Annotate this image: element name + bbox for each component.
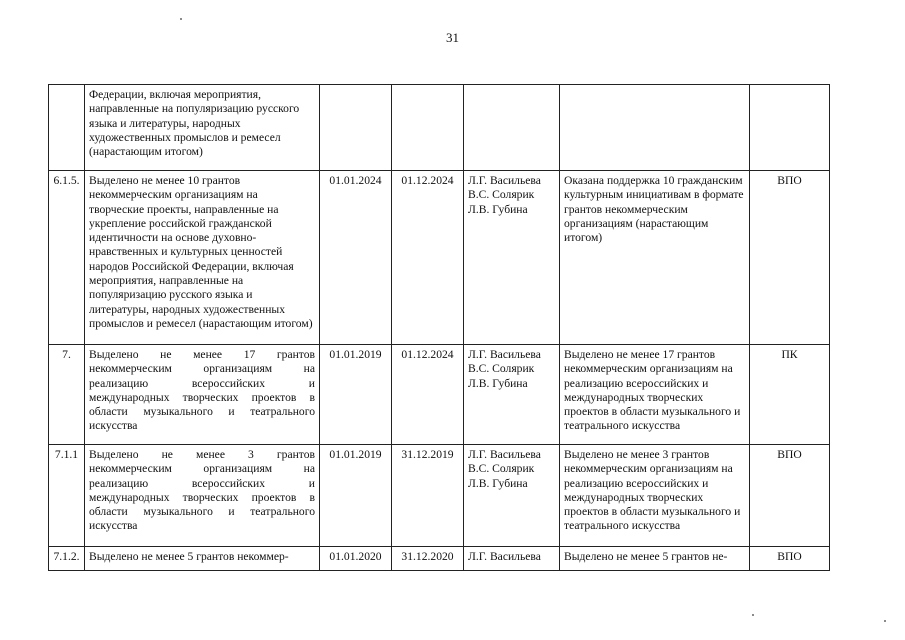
result-cell [560, 85, 750, 171]
event-description-cell: Федерации, включая мероприятия, направленные на популяризацию русского языка и литературы, народных художественных промыслов и ремесел (нарастающим итогом) [85, 85, 320, 171]
responsible-person: Л.В. Губина [468, 476, 528, 490]
responsible-person: В.С. Солярик [468, 362, 535, 376]
row-number-cell [49, 85, 85, 171]
scan-speck [884, 620, 886, 622]
page-number: 31 [446, 30, 459, 45]
responsible-person: Л.В. Губина [468, 202, 528, 216]
control-type-cell: ВПО [750, 445, 830, 547]
scan-speck [180, 18, 182, 20]
responsible-person: Л.Г. Васильева [468, 348, 541, 361]
row-number-cell: 6.1.5. [49, 171, 85, 345]
start-date-cell: 01.01.2020 [320, 547, 392, 571]
start-date-cell: 01.01.2019 [320, 445, 392, 547]
control-type-cell [750, 85, 830, 171]
result-cell: Выделено не менее 17 грантов некоммерческим организациям на реализацию всероссийских и международных творческих проектов в области музыкального и театрального искусства [560, 345, 750, 445]
event-description-cell: Выделено не менее 3 грантов некоммерческим организациям на реализацию всероссийских и международных творческих проектов в области музыкального и театрального искусства [85, 445, 320, 547]
control-type-cell: ВПО [750, 547, 830, 571]
responsible-cell [464, 547, 560, 571]
responsible-person: Л.Г. Васильева [468, 174, 541, 187]
responsible-cell [464, 345, 560, 445]
control-type-cell: ВПО [750, 171, 830, 345]
table-row [49, 547, 830, 571]
result-cell: Выделено не менее 3 грантов некоммерческим организациям на реализацию всероссийских и международных творческих проектов в области музыкального и театрального искусства [560, 445, 750, 547]
end-date-cell: 31.12.2019 [392, 445, 464, 547]
responsible-cell [464, 85, 560, 171]
responsible-cell [464, 445, 560, 547]
result-cell: Оказана поддержка 10 гражданским культурным инициативам в формате грантов некоммерческим организациям (нарастающим итогом) [560, 171, 750, 345]
event-description-cell: Выделено не менее 10 грантов некоммерческим организациям на творческие проекты, направленные на укрепление российской гражданской идентичности на основе духовно-нравственных и культурных ценностей народов Российской Федерации, включая мероприятия, направленные на популяризацию русского языка и литературы, народных художественных промыслов и ремесел (нарастающим итогом) [85, 171, 320, 345]
start-date-cell [320, 85, 392, 171]
responsible-person: В.С. Солярик [468, 188, 535, 202]
row-number-cell: 7.1.2. [49, 547, 85, 571]
table-row [49, 171, 830, 345]
scan-speck [752, 614, 754, 616]
plan-table [48, 84, 830, 571]
end-date-cell: 01.12.2024 [392, 171, 464, 345]
start-date-cell: 01.01.2019 [320, 345, 392, 445]
start-date-cell: 01.01.2024 [320, 171, 392, 345]
responsible-person: В.С. Солярик [468, 462, 535, 476]
result-cell: Выделено не менее 5 грантов не- [560, 547, 750, 571]
table-row [49, 445, 830, 547]
row-number-cell: 7. [49, 345, 85, 445]
end-date-cell [392, 85, 464, 171]
responsible-cell [464, 171, 560, 345]
responsible-person: Л.Г. Васильева [468, 550, 541, 563]
row-number-cell: 7.1.1 [49, 445, 85, 547]
table-row [49, 85, 830, 171]
event-description-cell: Выделено не менее 5 грантов некоммер- [85, 547, 320, 571]
end-date-cell: 31.12.2020 [392, 547, 464, 571]
table-row [49, 345, 830, 445]
control-type-cell: ПК [750, 345, 830, 445]
responsible-person: Л.Г. Васильева [468, 448, 541, 461]
end-date-cell: 01.12.2024 [392, 345, 464, 445]
responsible-person: Л.В. Губина [468, 376, 528, 390]
event-description-cell: Выделено не менее 17 грантов некоммерческим организациям на реализацию всероссийских и международных творческих проектов в области музыкального и театрального искусства [85, 345, 320, 445]
